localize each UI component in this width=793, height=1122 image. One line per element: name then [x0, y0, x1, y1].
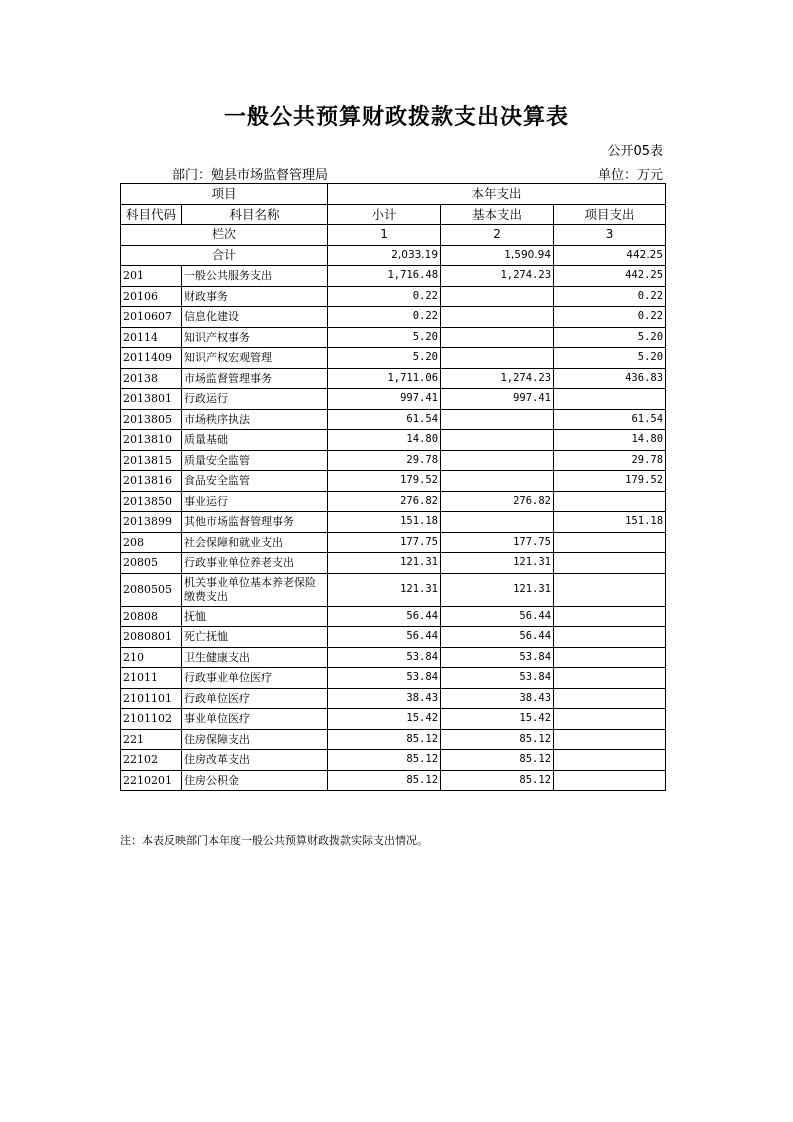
row-subtotal: 85.12: [328, 729, 441, 750]
table-row: [121, 430, 666, 451]
row-name: 事业运行: [182, 491, 328, 512]
row-name: 信息化建设: [182, 307, 328, 328]
row-subtotal: 179.52: [328, 471, 441, 492]
row-project: 436.83: [554, 368, 666, 389]
row-name: 事业单位医疗: [182, 709, 328, 730]
row-basic: [441, 307, 554, 328]
row-subtotal: 1,711.06: [328, 368, 441, 389]
table-row: [121, 709, 666, 730]
row-name: 财政事务: [182, 286, 328, 307]
row-subtotal: 56.44: [328, 627, 441, 648]
row-basic: 56.44: [441, 606, 554, 627]
row-basic: 85.12: [441, 750, 554, 771]
row-code: 21011: [121, 668, 182, 689]
table-row: [121, 729, 666, 750]
table-row: [121, 770, 666, 791]
row-project: 5.20: [554, 327, 666, 348]
row-project: [554, 647, 666, 668]
row-code: 2010607: [121, 307, 182, 328]
row-name: 一般公共服务支出: [182, 266, 328, 287]
row-name: 行政单位医疗: [182, 688, 328, 709]
row-subtotal: 85.12: [328, 770, 441, 791]
row-code: 2210201: [121, 770, 182, 791]
table-row: [121, 606, 666, 627]
row-name: 社会保障和就业支出: [182, 532, 328, 553]
row-project: 61.54: [554, 409, 666, 430]
row-basic: 997.41: [441, 389, 554, 410]
row-project: [554, 627, 666, 648]
row-basic: 177.75: [441, 532, 554, 553]
row-subtotal: 0.22: [328, 307, 441, 328]
table-row: [121, 668, 666, 689]
row-code: 2080801: [121, 627, 182, 648]
row-project: [554, 668, 666, 689]
row-project: [554, 729, 666, 750]
row-code: 20138: [121, 368, 182, 389]
total-subtotal: 2,033.19: [328, 245, 441, 266]
row-name: 行政事业单位医疗: [182, 668, 328, 689]
row-basic: 276.82: [441, 491, 554, 512]
row-subtotal: 5.20: [328, 348, 441, 369]
row-code: 208: [121, 532, 182, 553]
row-project: [554, 573, 666, 606]
row-basic: [441, 512, 554, 533]
row-project: 442.25: [554, 266, 666, 287]
table-row: [121, 327, 666, 348]
row-basic: 121.31: [441, 553, 554, 574]
row-name: 死亡抚恤: [182, 627, 328, 648]
row-basic: [441, 471, 554, 492]
row-project: [554, 553, 666, 574]
row-name: 机关事业单位基本养老保险缴费支出: [182, 573, 328, 606]
table-row: [121, 389, 666, 410]
row-project: 29.78: [554, 450, 666, 471]
row-name: 质量安全监管: [182, 450, 328, 471]
row-code: 22102: [121, 750, 182, 771]
row-basic: [441, 430, 554, 451]
header-project: 项目支出: [554, 204, 666, 225]
row-subtotal: 56.44: [328, 606, 441, 627]
row-basic: 85.12: [441, 729, 554, 750]
row-code: 2013815: [121, 450, 182, 471]
table-row: [121, 266, 666, 287]
footnote: 注：本表反映部门本年度一般公共预算财政拨款实际支出情况。: [120, 834, 428, 847]
row-subtotal: 53.84: [328, 668, 441, 689]
row-project: 179.52: [554, 471, 666, 492]
row-code: 2013816: [121, 471, 182, 492]
row-subtotal: 5.20: [328, 327, 441, 348]
row-name: 质量基础: [182, 430, 328, 451]
table-row: [121, 553, 666, 574]
row-name: 卫生健康支出: [182, 647, 328, 668]
row-name: 住房改革支出: [182, 750, 328, 771]
row-code: 2011409: [121, 348, 182, 369]
total-label: 合计: [121, 245, 328, 266]
row-basic: [441, 327, 554, 348]
row-subtotal: 14.80: [328, 430, 441, 451]
table-row: [121, 532, 666, 553]
row-code: 210: [121, 647, 182, 668]
table-row: [121, 627, 666, 648]
department-label: 部门：勉县市场监督管理局: [172, 168, 329, 183]
table-row: [121, 512, 666, 533]
row-name: 食品安全监管: [182, 471, 328, 492]
page-title: 一般公共预算财政拨款支出决算表: [223, 105, 569, 130]
column-index-2: 2: [441, 225, 554, 246]
row-basic: [441, 286, 554, 307]
row-project: [554, 709, 666, 730]
row-basic: 1,274.23: [441, 266, 554, 287]
row-subtotal: 61.54: [328, 409, 441, 430]
row-code: 2080505: [121, 573, 182, 606]
row-name: 住房保障支出: [182, 729, 328, 750]
row-code: 20114: [121, 327, 182, 348]
row-project: [554, 606, 666, 627]
column-index-1: 1: [328, 225, 441, 246]
header-item: 项目: [121, 184, 328, 205]
row-basic: 121.31: [441, 573, 554, 606]
table-row: [121, 471, 666, 492]
table-row: [121, 348, 666, 369]
row-name: 市场监督管理事务: [182, 368, 328, 389]
column-index-3: 3: [554, 225, 666, 246]
header-current-year: 本年支出: [328, 184, 666, 205]
row-code: 2013801: [121, 389, 182, 410]
row-project: [554, 770, 666, 791]
row-code: 20106: [121, 286, 182, 307]
row-code: 2013805: [121, 409, 182, 430]
row-basic: [441, 450, 554, 471]
row-basic: 53.84: [441, 647, 554, 668]
row-project: [554, 389, 666, 410]
row-project: [554, 491, 666, 512]
expenditure-table: [120, 183, 666, 791]
row-code: 221: [121, 729, 182, 750]
header-name: 科目名称: [182, 204, 328, 225]
row-code: 2013850: [121, 491, 182, 512]
table-row: [121, 368, 666, 389]
row-subtotal: 997.41: [328, 389, 441, 410]
form-code: 公开05表: [607, 144, 663, 159]
unit-label: 单位：万元: [597, 168, 663, 183]
row-project: 14.80: [554, 430, 666, 451]
row-subtotal: 177.75: [328, 532, 441, 553]
table-row: [121, 491, 666, 512]
header-column-index: 栏次: [121, 225, 328, 246]
row-code: 2101102: [121, 709, 182, 730]
row-code: 2013899: [121, 512, 182, 533]
row-name: 其他市场监督管理事务: [182, 512, 328, 533]
table-row: [121, 688, 666, 709]
row-name: 抚恤: [182, 606, 328, 627]
table-row: [121, 750, 666, 771]
row-name: 知识产权事务: [182, 327, 328, 348]
row-subtotal: 121.31: [328, 573, 441, 606]
row-subtotal: 85.12: [328, 750, 441, 771]
row-basic: 85.12: [441, 770, 554, 791]
row-name: 行政运行: [182, 389, 328, 410]
row-project: [554, 532, 666, 553]
row-code: 2101101: [121, 688, 182, 709]
table-row: [121, 647, 666, 668]
row-project: [554, 750, 666, 771]
row-subtotal: 151.18: [328, 512, 441, 533]
row-name: 住房公积金: [182, 770, 328, 791]
row-basic: [441, 348, 554, 369]
row-subtotal: 29.78: [328, 450, 441, 471]
table-row: [121, 573, 666, 606]
row-basic: 15.42: [441, 709, 554, 730]
row-basic: [441, 409, 554, 430]
row-project: 0.22: [554, 286, 666, 307]
row-subtotal: 121.31: [328, 553, 441, 574]
row-subtotal: 15.42: [328, 709, 441, 730]
row-code: 2013810: [121, 430, 182, 451]
row-code: 20805: [121, 553, 182, 574]
row-basic: 56.44: [441, 627, 554, 648]
row-code: 201: [121, 266, 182, 287]
row-subtotal: 0.22: [328, 286, 441, 307]
row-subtotal: 38.43: [328, 688, 441, 709]
row-name: 知识产权宏观管理: [182, 348, 328, 369]
header-code: 科目代码: [121, 204, 182, 225]
header-subtotal: 小计: [328, 204, 441, 225]
table-row: [121, 450, 666, 471]
row-name: 行政事业单位养老支出: [182, 553, 328, 574]
row-basic: 53.84: [441, 668, 554, 689]
table-row: [121, 409, 666, 430]
table-row: [121, 307, 666, 328]
total-project: 442.25: [554, 245, 666, 266]
row-subtotal: 1,716.48: [328, 266, 441, 287]
total-row: [121, 245, 666, 266]
header-basic: 基本支出: [441, 204, 554, 225]
row-project: 151.18: [554, 512, 666, 533]
row-project: 0.22: [554, 307, 666, 328]
row-basic: 38.43: [441, 688, 554, 709]
total-basic: 1,590.94: [441, 245, 554, 266]
row-project: 5.20: [554, 348, 666, 369]
row-subtotal: 53.84: [328, 647, 441, 668]
row-subtotal: 276.82: [328, 491, 441, 512]
table-row: [121, 286, 666, 307]
row-project: [554, 688, 666, 709]
row-basic: 1,274.23: [441, 368, 554, 389]
row-name: 市场秩序执法: [182, 409, 328, 430]
row-code: 20808: [121, 606, 182, 627]
